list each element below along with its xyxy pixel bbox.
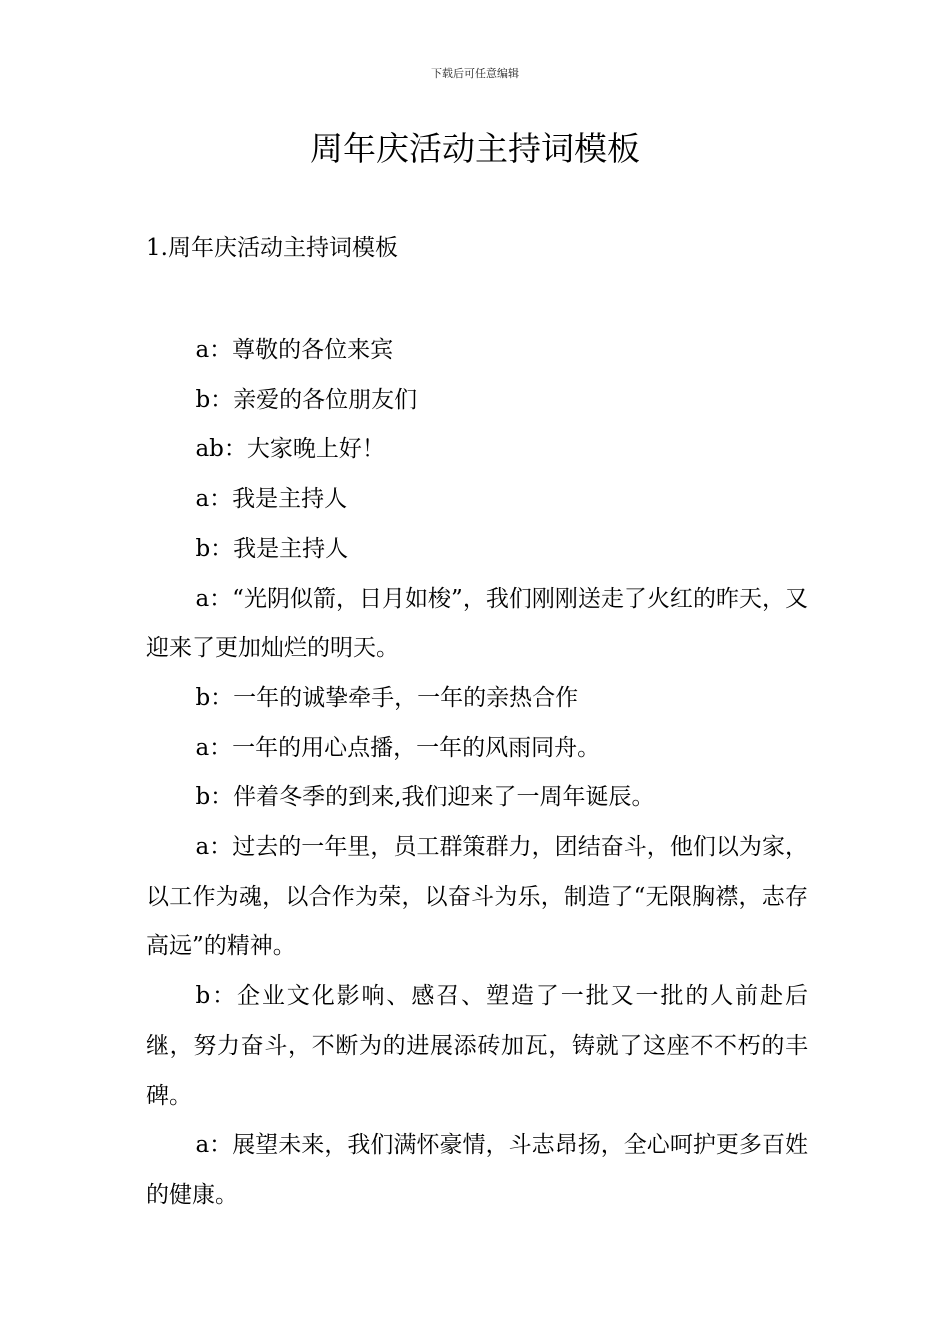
- document-title: 周年庆活动主持词模板: [310, 129, 640, 168]
- paragraph: b：亲爱的各位朋友们: [195, 386, 418, 413]
- paragraph: a：“光阴似箭，日月如梭”，我们刚刚送走了火红的昨天，又迎来了更加灿烂的明天。: [146, 585, 808, 662]
- section-heading: 1.周年庆活动主持词模板: [146, 235, 398, 261]
- paragraph: a：一年的用心点播，一年的风雨同舟。: [195, 734, 601, 761]
- paragraph: b：伴着冬季的到来,我们迎来了一周年诞辰。: [195, 784, 655, 811]
- paragraph: b：一年的诚挚牵手，一年的亲热合作: [195, 684, 579, 711]
- paragraph: b：我是主持人: [195, 535, 349, 562]
- paragraph: a：过去的一年里，员工群策群力，团结奋斗，他们以为家，以工作为魂，以合作为荣，以奋斗为乐，制造了“无限胸襟，志存高远”的精神。: [146, 834, 808, 960]
- paragraph: a：展望未来，我们满怀豪情，斗志昂扬，全心呵护更多百姓的健康。: [146, 1132, 808, 1208]
- body-text: [146, 326, 808, 1221]
- paragraph: ab：大家晚上好！: [195, 436, 385, 463]
- paragraph: a：我是主持人: [195, 486, 348, 513]
- paragraph: a：尊敬的各位来宾: [195, 337, 394, 363]
- paragraph: b：企业文化影响、感召、塑造了一批又一批的人前赴后继，努力奋斗，不断为的进展添砖加瓦，铸就了这座不不朽的丰碑。: [146, 983, 808, 1109]
- header-note: 下载后可任意编辑: [431, 67, 519, 80]
